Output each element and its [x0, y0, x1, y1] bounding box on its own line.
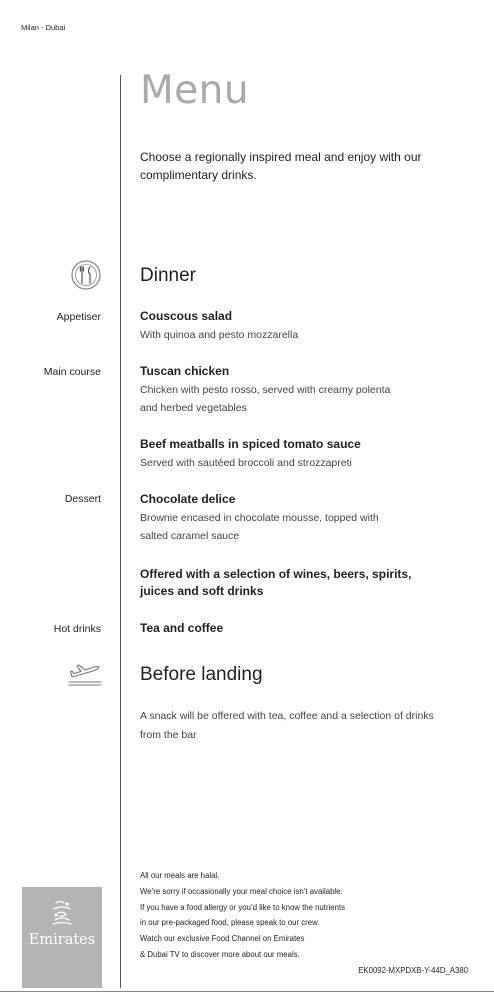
before-landing-description: A snack will be offered with tea, coffee and a selection of drinks from the bar [140, 710, 434, 741]
route-label: Milan - Dubai [21, 23, 66, 32]
menu-code: EK0092-MXPDXB-Y-44D_A380 [358, 966, 468, 975]
dish-title: Chocolate delice [140, 492, 236, 506]
hot-drinks-label: Hot drinks [53, 623, 101, 635]
note-line: in our pre-packaged food, please speak to our crew. [140, 918, 320, 928]
dish-title: Tea and coffee [140, 621, 224, 635]
dessert-label: Dessert [64, 493, 101, 505]
note-line: All our meals are halal. [140, 871, 220, 880]
dish-item [140, 491, 400, 545]
dish-item [140, 363, 405, 417]
dish-description: With quinoa and pesto mozzarella [140, 329, 299, 341]
note-line: If you have a food allergy or you’d like to know the nutrients [140, 902, 346, 912]
dish-description: Served with sautéed broccoli and strozzapreti [140, 457, 352, 469]
dish-description: Chicken with pesto rosso, served with creamy polenta and herbed vegetables [140, 384, 391, 414]
emirates-emblem-icon [50, 899, 74, 927]
cutlery-icon [71, 260, 101, 290]
dish-item [140, 308, 440, 344]
dish-title: Tuscan chicken [140, 364, 230, 378]
drinks-item [140, 566, 415, 600]
note-line: Watch our exclusive Food Channel on Emirates [140, 934, 305, 944]
main-course-label: Main course [43, 366, 101, 378]
note-line: We’re sorry if occasionally your meal choice isn’t available. [140, 886, 343, 896]
dish-title: Beef meatballs in spiced tomato sauce [140, 437, 361, 451]
dish-title: Offered with a selection of wines, beers, spirits, juices and soft drinks [140, 567, 412, 598]
emirates-logo [22, 887, 102, 988]
vertical-divider [120, 75, 121, 988]
dish-description: Brownie encased in chocolate mousse, topped with salted caramel sauce [140, 512, 379, 542]
note-line: & Dubai TV to discover more about our meals. [140, 949, 300, 959]
bottom-border [0, 991, 494, 992]
page-title: Menu [140, 68, 250, 113]
before-landing-heading: Before landing [140, 664, 263, 685]
hot-drinks-item [140, 620, 440, 637]
meal-notes [140, 868, 440, 963]
dish-title: Couscous salad [140, 309, 233, 323]
emirates-logo-text: Emirates [28, 932, 96, 948]
appetiser-label: Appetiser [56, 311, 101, 323]
dish-item [140, 436, 440, 472]
landing-plane-icon [67, 661, 103, 687]
intro-text: Choose a regionally inspired meal and enjoy with our complimentary drinks. [140, 150, 422, 182]
dinner-heading: Dinner [140, 265, 196, 286]
